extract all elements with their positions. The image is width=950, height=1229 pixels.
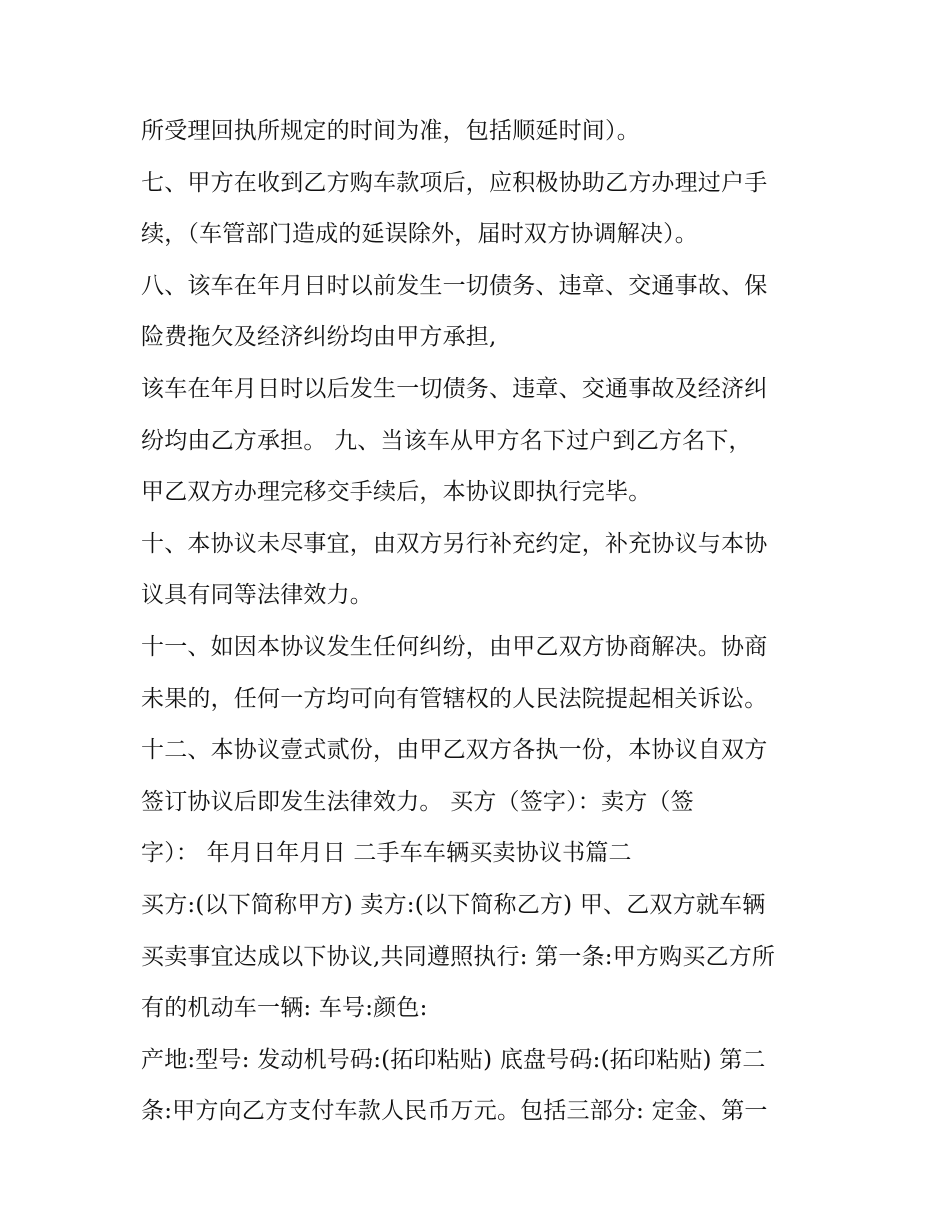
- text-line: 条:甲方向乙方支付车款人民币万元。包括三部分: 定金、第一: [141, 1098, 768, 1125]
- text-line: 十、本协议未尽事宜，由双方另行补充约定，补充协议与本协: [141, 530, 768, 557]
- text-line: 险费拖欠及经济纠纷均由甲方承担,: [141, 324, 497, 351]
- document-body: [141, 106, 861, 1138]
- text-line: 十一、如因本协议发生任何纠纷，由甲乙双方协商解决。协商: [141, 633, 768, 660]
- text-line: 议具有同等法律效力。: [141, 582, 373, 609]
- text-line: 买方:(以下简称甲方) 卖方:(以下简称乙方) 甲、乙双方就车辆: [141, 891, 766, 918]
- text-line: 字）： 年月日年月日 二手车车辆买卖协议书篇二: [141, 840, 632, 867]
- text-line: 该车在年月日时以后发生一切债务、违章、交通事故及经济纠: [141, 375, 768, 402]
- text-line: 续，（车管部门造成的延误除外，届时双方协调解决）。: [141, 221, 698, 248]
- text-line: 产地:型号: 发动机号码:(拓印粘贴) 底盘号码:(拓印粘贴) 第二: [141, 1046, 766, 1073]
- text-line: 签订协议后即发生法律效力。 买方（签字）：卖方（签: [141, 788, 694, 815]
- text-line: 十二、本协议壹式贰份，由甲乙双方各执一份，本协议自双方: [141, 737, 768, 764]
- text-line: 买卖事宜达成以下协议,共同遵照执行: 第一条:甲方购买乙方所: [141, 943, 776, 970]
- text-line: 未果的，任何一方均可向有管辖权的人民法院提起相关诉讼。: [141, 685, 768, 712]
- text-line: 八、该车在年月日时以前发生一切债务、违章、交通事故、保: [141, 272, 768, 299]
- text-line: 七、甲方在收到乙方购车款项后，应积极协助乙方办理过户手: [141, 169, 768, 196]
- text-line: 纷均由乙方承担。 九、当该车从甲方名下过户到乙方名下，: [141, 427, 752, 454]
- text-line: 所受理回执所规定的时间为准，包括顺延时间）。: [141, 118, 640, 144]
- text-line: 甲乙双方办理完移交手续后，本协议即执行完毕。: [141, 479, 652, 506]
- text-line: 有的机动车一辆: 车号:颜色:: [141, 995, 428, 1022]
